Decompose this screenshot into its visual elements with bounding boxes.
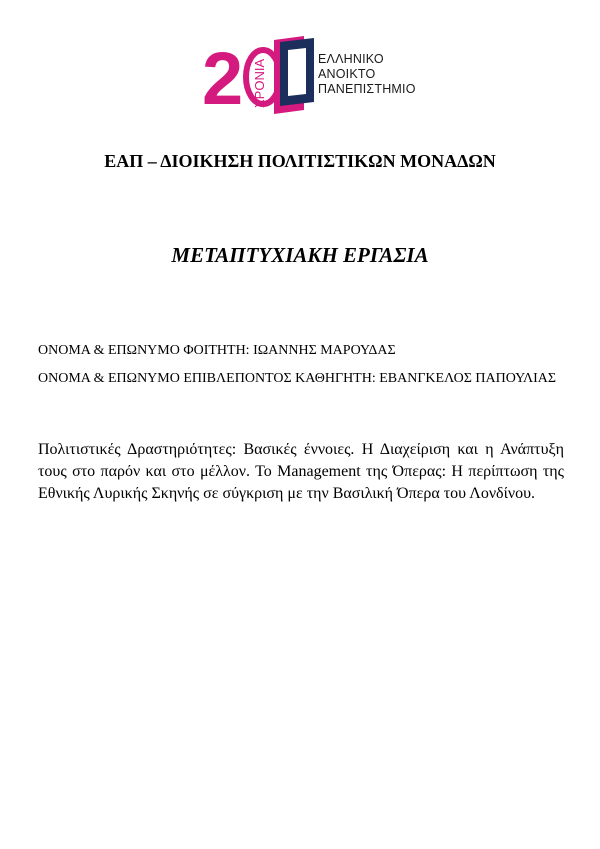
program-title: ΕΑΠ – ΔΙΟΙΚΗΣΗ ΠΟΛΙΤΙΣΤΙΚΩΝ ΜΟΝΑΔΩΝ [104, 151, 496, 171]
eap-20-years-logo [200, 32, 416, 116]
logo-years-text: ΧΡΟΝΙΑ [252, 58, 267, 108]
student-name-line: ΟΝΟΜΑ & ΕΠΩΝΥΜΟ ΦΟΙΤΗΤΗ: ΙΩΑΝΝΗΣ ΜΑΡΟΥΔΑΣ [38, 343, 396, 358]
logo-organization-name [318, 52, 416, 97]
thesis-type-heading: ΜΕΤΑΠΤΥΧΙΑΚΗ ΕΡΓΑΣΙΑ [171, 243, 429, 267]
logo-book-page-icon [288, 48, 306, 96]
logo-digit-2: 2 [202, 37, 244, 116]
logo-org-line-1: ΕΛΛΗΝΙΚΟ [318, 52, 384, 66]
logo-org-line-2: ΑΝΟΙΚΤΟ [318, 67, 376, 81]
logo-org-line-3: ΠΑΝΕΠΙΣΤΗΜΙΟ [318, 82, 416, 96]
thesis-topic: Πολιτιστικές Δραστηριότητες: Βασικές έννοιες. Η Διαχείριση και η Ανάπτυξη τους στο παρόν και στο μέλλον. Το Management της Όπερας: Η περίπτωση της Εθνικής Λυρικής Σκηνής σε σύγκριση με την Βασιλική Όπερα του Λονδίνου. [38, 441, 564, 502]
supervisor-name-line: ΟΝΟΜΑ & ΕΠΩΝΥΜΟ ΕΠΙΒΛΕΠΟΝΤΟΣ ΚΑΘΗΓΗΤΗ: ΕΒΑΝΓΚΕΛΟΣ ΠΑΠΟΥΛΙΑΣ [38, 371, 557, 386]
